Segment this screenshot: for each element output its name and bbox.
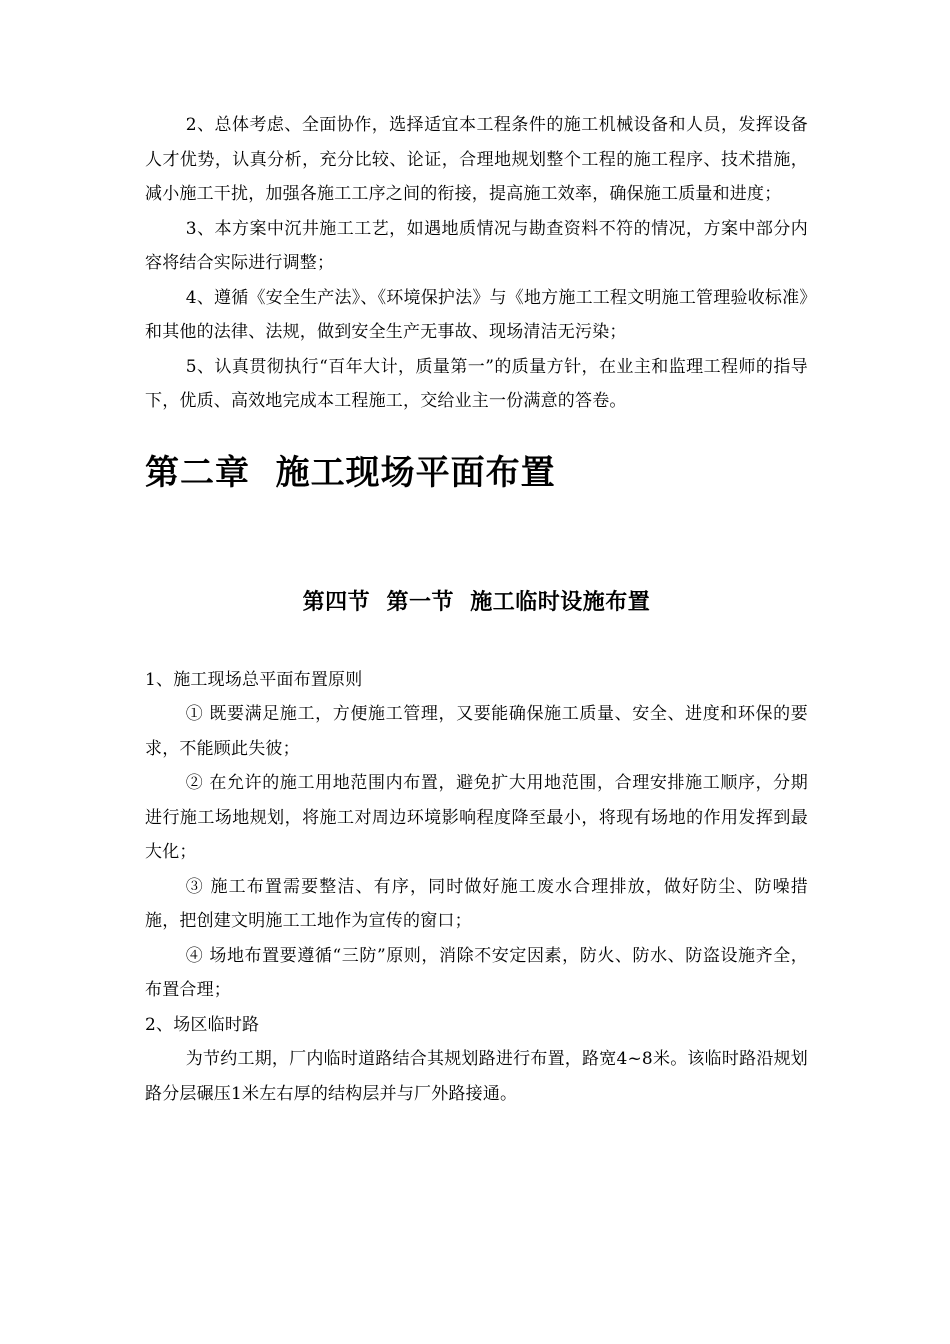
intro-paragraph-2: 2、总体考虑、全面协作，选择适宜本工程条件的施工机械设备和人员，发挥设备人才优势，认真分析，充分比较、论证，合理地规划整个工程的施工程序、技术措施，减小施工干扰，加强各施工工序之间的衔接，提高施工效率，确保施工质量和进度；	[145, 115, 808, 204]
intro-paragraph-5: 5、认真贯彻执行“百年大计，质量第一”的质量方针，在业主和监理工程师的指导下，优质、高效地完成本工程施工，交给业主一份满意的答卷。	[145, 356, 808, 411]
intro-paragraph-3: 3、本方案中沉井施工工艺，如遇地质情况与勘查资料不符的情况，方案中部分内容将结合实际进行调整；	[145, 218, 808, 273]
principle-item-1: ① 既要满足施工，方便施工管理，又要能确保施工质量、安全、进度和环保的要求，不能顾此失彼；	[145, 704, 808, 759]
principle-item-3: ③ 施工布置需要整洁、有序，同时做好施工废水合理排放，做好防尘、防噪措施，把创建文明施工工地作为宣传的窗口；	[145, 876, 808, 931]
principle-item-2: ② 在允许的施工用地范围内布置，避免扩大用地范围，合理安排施工顺序，分期进行施工场地规划，将施工对周边环境影响程度降至最小，将现有场地的作用发挥到最大化；	[145, 773, 808, 862]
principles-heading: 1、施工现场总平面布置原则	[145, 669, 363, 690]
road-heading: 2、场区临时路	[145, 1014, 260, 1035]
document-body	[145, 108, 808, 1111]
road-paragraph: 为节约工期，厂内临时道路结合其规划路进行布置，路宽4~8米。该临时路沿规划路分层碾压1米左右厚的结构层并与厂外路接通。	[145, 1049, 808, 1104]
intro-paragraph-4: 4、遵循《安全生产法》、《环境保护法》与《地方施工工程文明施工管理验收标准》和其他的法律、法规，做到安全生产无事故、现场清洁无污染；	[145, 287, 808, 342]
chapter-title: 第二章 施工现场平面布置	[145, 452, 556, 493]
principle-item-4: ④ 场地布置要遵循“三防”原则，消除不安定因素，防火、防水、防盗设施齐全，布置合理；	[145, 945, 808, 1000]
section-title: 第四节 第一节 施工临时设施布置	[302, 589, 651, 615]
